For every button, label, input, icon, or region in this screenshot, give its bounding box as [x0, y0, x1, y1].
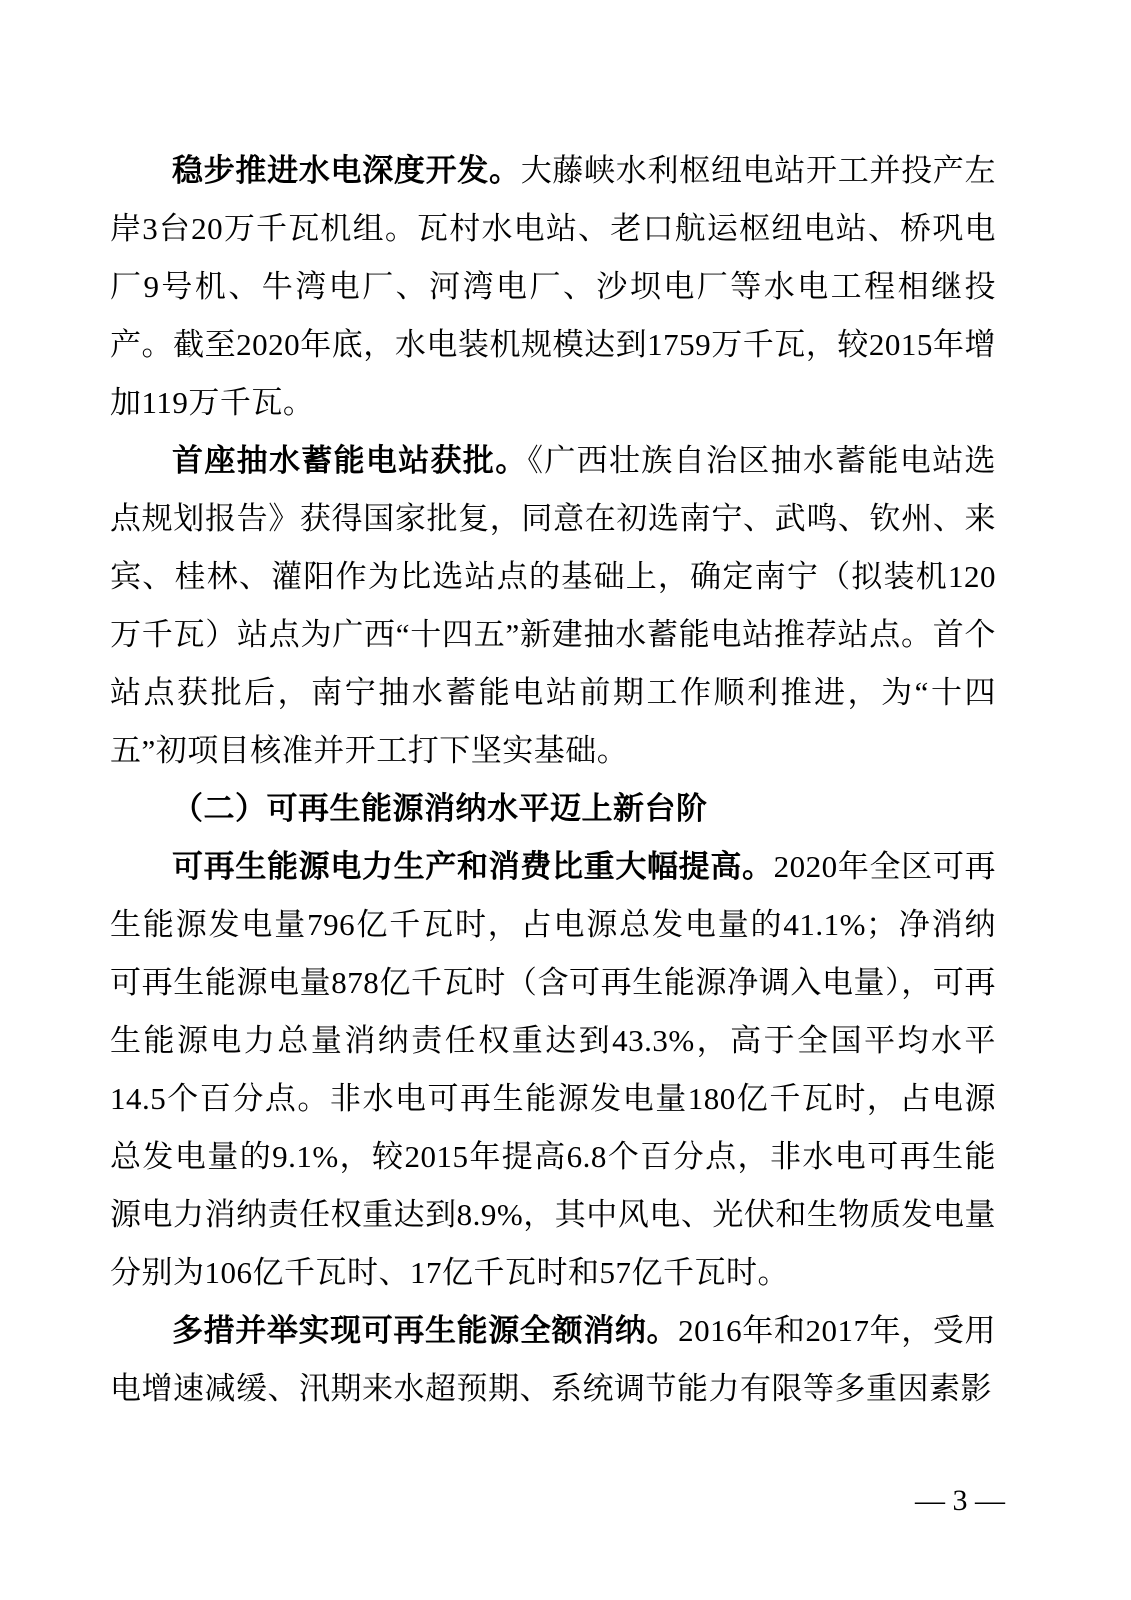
- section-heading-renewable-consumption: （二）可再生能源消纳水平迈上新台阶: [172, 791, 708, 826]
- paragraph-text: 2016年和2017年，受用电增速减缓、汛期来水超预期、系统调节能力有限等多重因素影: [110, 1313, 997, 1406]
- paragraph-text: 大藤峡水利枢纽电站开工并投产左岸3台20万千瓦机组。瓦村水电站、老口航运枢纽电站、桥巩电厂9号机、牛湾电厂、河湾电厂、沙坝电厂等水电工程相继投产。截至2020年底，水电装机规模达到1759万千瓦，较2015年增加119万千瓦。: [110, 153, 997, 420]
- paragraph-lead: 稳步推进水电深度开发。: [172, 153, 521, 188]
- paragraph-hydropower-development: [110, 142, 996, 432]
- paragraph-lead: 可再生能源电力生产和消费比重大幅提高。: [172, 849, 774, 884]
- paragraph-lead: 多措并举实现可再生能源全额消纳。: [172, 1313, 679, 1348]
- paragraph-pumped-storage-approval: [110, 432, 996, 780]
- paragraph-full-consumption-measures: [110, 1302, 996, 1418]
- paragraph-lead: 首座抽水蓄能电站获批。: [172, 443, 528, 478]
- paragraph-text: 2020年全区可再生能源发电量796亿千瓦时，占电源总发电量的41.1%；净消纳可再生能源电量878亿千瓦时（含可再生能源净调入电量），可再生能源电力总量消纳责任权重达到43.3%，高于全国平均水平14.5个百分点。非水电可再生能源发电量180亿千瓦时，占电源总发电量的9.1%，较2015年提高6.8个百分点，非水电可再生能源电力消纳责任权重达到8.9%，其中风电、光伏和生物质发电量分别为106亿千瓦时、17亿千瓦时和57亿千瓦时。: [110, 849, 997, 1290]
- paragraph-text: 《广西壮族自治区抽水蓄能电站选点规划报告》获得国家批复，同意在初选南宁、武鸣、钦州、来宾、桂林、灌阳作为比选站点的基础上，确定南宁（拟装机120万千瓦）站点为广西“十四五”新建抽水蓄能电站推荐站点。首个站点获批后，南宁抽水蓄能电站前期工作顺利推进，为“十四五”初项目核准并开工打下坚实基础。: [110, 443, 997, 768]
- document-body: [110, 142, 996, 1418]
- paragraph-renewable-share: [110, 838, 996, 1302]
- page-number: — 3 —: [915, 1484, 1005, 1517]
